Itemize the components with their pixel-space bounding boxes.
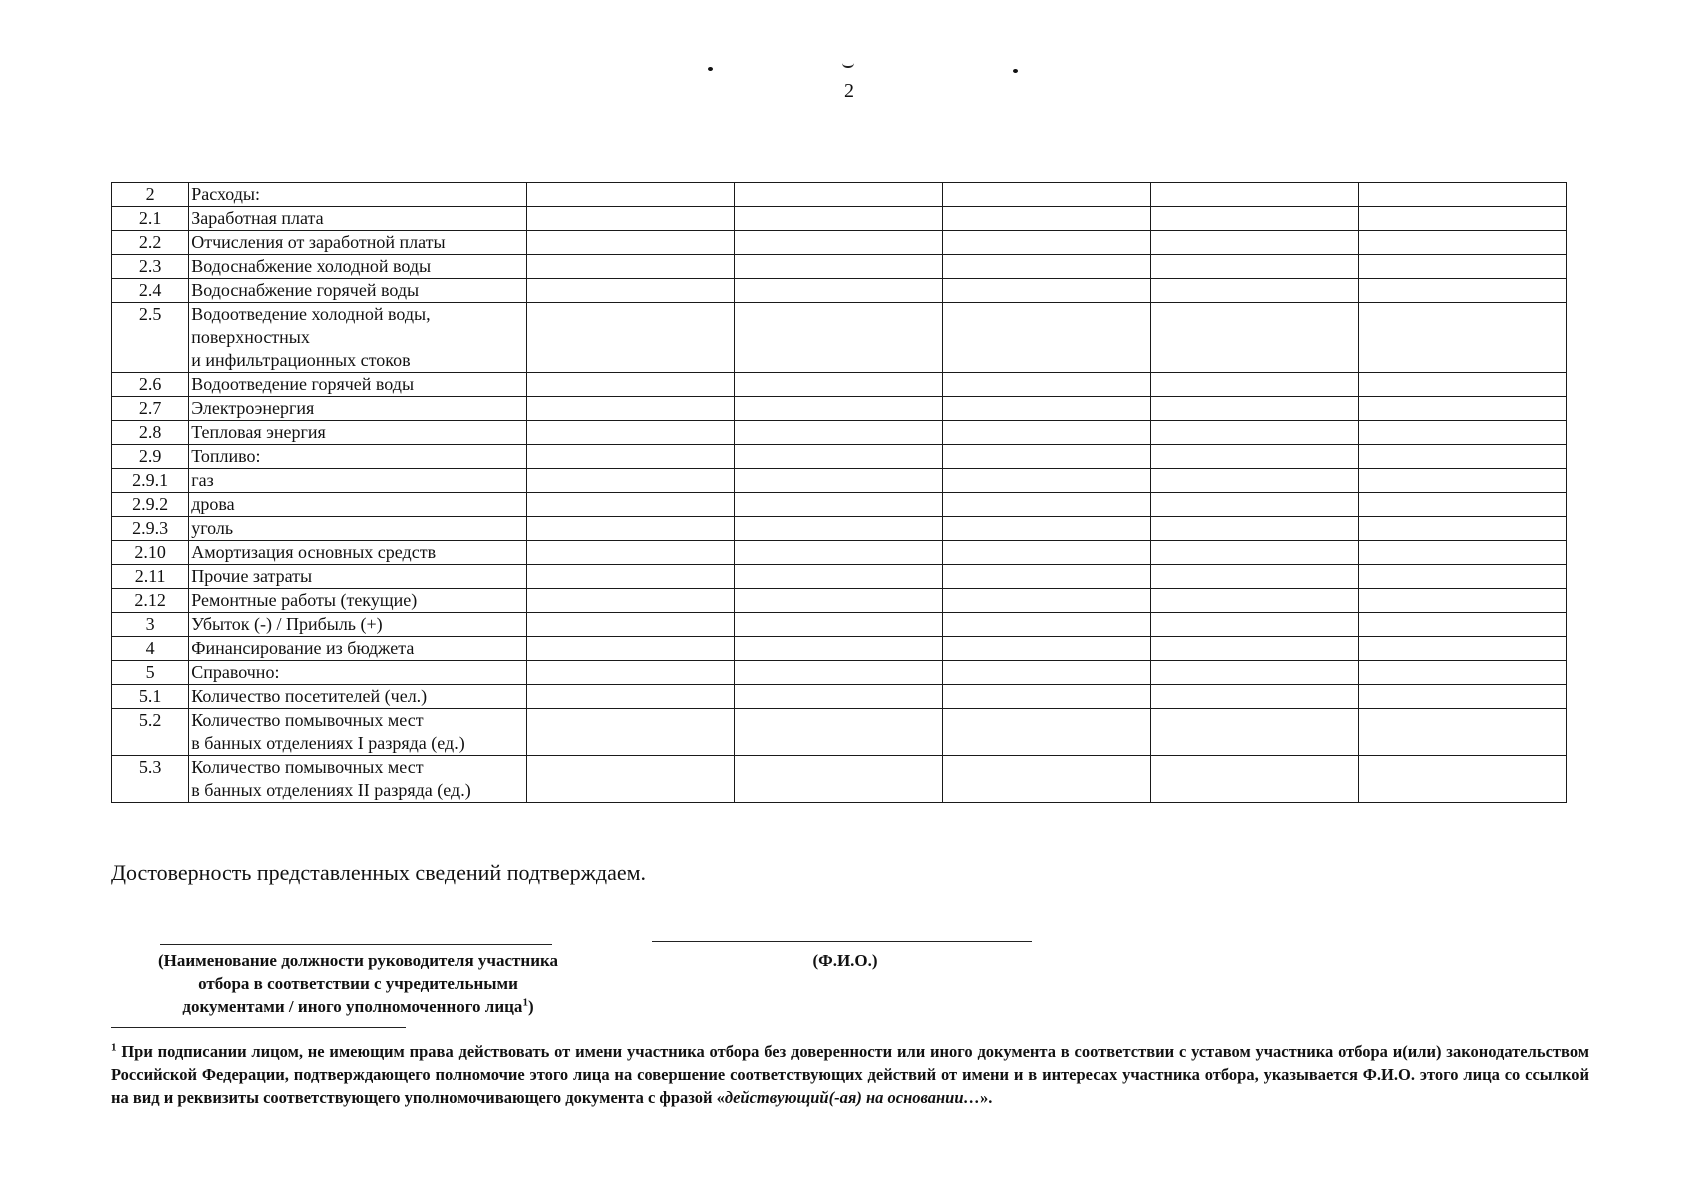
row-name: Тепловая энергия bbox=[189, 421, 527, 445]
footnote-reference: 1 bbox=[522, 996, 528, 1009]
table-row bbox=[112, 303, 1567, 373]
value-cell[interactable] bbox=[1150, 517, 1358, 541]
table-row bbox=[112, 445, 1567, 469]
row-number: 2.8 bbox=[112, 421, 189, 445]
value-cell[interactable] bbox=[942, 661, 1150, 685]
value-cell[interactable] bbox=[526, 541, 734, 565]
value-cell[interactable] bbox=[1150, 541, 1358, 565]
row-name: дрова bbox=[189, 493, 527, 517]
table-row bbox=[112, 421, 1567, 445]
value-cell[interactable] bbox=[526, 255, 734, 279]
table-row bbox=[112, 469, 1567, 493]
table-row bbox=[112, 231, 1567, 255]
table-row bbox=[112, 756, 1567, 803]
value-cell[interactable] bbox=[942, 541, 1150, 565]
value-cell[interactable] bbox=[1150, 279, 1358, 303]
value-cell[interactable] bbox=[1150, 373, 1358, 397]
value-cell[interactable] bbox=[1358, 613, 1566, 637]
value-cell[interactable] bbox=[1358, 183, 1566, 207]
value-cell[interactable] bbox=[526, 589, 734, 613]
table-row bbox=[112, 637, 1567, 661]
row-number: 5.1 bbox=[112, 685, 189, 709]
row-name: Финансирование из бюджета bbox=[189, 637, 527, 661]
value-cell[interactable] bbox=[734, 183, 942, 207]
scan-mark-right bbox=[1013, 69, 1018, 73]
value-cell[interactable] bbox=[1358, 517, 1566, 541]
value-cell[interactable] bbox=[1358, 279, 1566, 303]
value-cell[interactable] bbox=[734, 421, 942, 445]
row-number: 2.9.1 bbox=[112, 469, 189, 493]
value-cell[interactable] bbox=[734, 469, 942, 493]
table-row bbox=[112, 397, 1567, 421]
value-cell[interactable] bbox=[942, 303, 1150, 373]
value-cell[interactable] bbox=[1150, 207, 1358, 231]
value-cell[interactable] bbox=[942, 183, 1150, 207]
value-cell[interactable] bbox=[734, 756, 942, 803]
table-row bbox=[112, 279, 1567, 303]
value-cell[interactable] bbox=[942, 255, 1150, 279]
row-number: 2.10 bbox=[112, 541, 189, 565]
value-cell[interactable] bbox=[526, 373, 734, 397]
value-cell[interactable] bbox=[942, 207, 1150, 231]
row-name: Водоснабжение холодной воды bbox=[189, 255, 527, 279]
footnote-marker: 1 bbox=[111, 1041, 117, 1054]
position-signature-line bbox=[160, 944, 552, 945]
row-number: 2.11 bbox=[112, 565, 189, 589]
row-number: 2.2 bbox=[112, 231, 189, 255]
row-name: Количество помывочных мест в банных отделениях I разряда (ед.) bbox=[189, 709, 527, 756]
value-cell[interactable] bbox=[526, 421, 734, 445]
value-cell[interactable] bbox=[1358, 637, 1566, 661]
value-cell[interactable] bbox=[942, 756, 1150, 803]
value-cell[interactable] bbox=[1150, 255, 1358, 279]
value-cell[interactable] bbox=[1150, 183, 1358, 207]
value-cell[interactable] bbox=[526, 445, 734, 469]
value-cell[interactable] bbox=[942, 565, 1150, 589]
expenses-table bbox=[111, 182, 1567, 803]
value-cell[interactable] bbox=[1358, 589, 1566, 613]
value-cell[interactable] bbox=[1150, 756, 1358, 803]
value-cell[interactable] bbox=[734, 279, 942, 303]
table-row bbox=[112, 183, 1567, 207]
page-number: 2 bbox=[844, 80, 854, 102]
row-name: уголь bbox=[189, 517, 527, 541]
position-caption-end: ) bbox=[527, 997, 534, 1016]
footnote-separator bbox=[111, 1027, 406, 1028]
value-cell[interactable] bbox=[734, 231, 942, 255]
row-number: 2.1 bbox=[112, 207, 189, 231]
table-row bbox=[112, 613, 1567, 637]
value-cell[interactable] bbox=[1358, 469, 1566, 493]
value-cell[interactable] bbox=[734, 207, 942, 231]
scan-mark-left bbox=[708, 67, 713, 71]
value-cell[interactable] bbox=[1150, 637, 1358, 661]
value-cell[interactable] bbox=[942, 469, 1150, 493]
value-cell[interactable] bbox=[734, 397, 942, 421]
row-number: 2.9.3 bbox=[112, 517, 189, 541]
row-number: 2.6 bbox=[112, 373, 189, 397]
value-cell[interactable] bbox=[1358, 756, 1566, 803]
value-cell[interactable] bbox=[1150, 421, 1358, 445]
row-number: 2.9 bbox=[112, 445, 189, 469]
value-cell[interactable] bbox=[942, 445, 1150, 469]
row-name: Амортизация основных средств bbox=[189, 541, 527, 565]
value-cell[interactable] bbox=[942, 493, 1150, 517]
value-cell[interactable] bbox=[526, 231, 734, 255]
value-cell[interactable] bbox=[734, 255, 942, 279]
table-row bbox=[112, 517, 1567, 541]
footnote-phrase: действующий(-ая) на основании… bbox=[724, 1088, 981, 1107]
value-cell[interactable] bbox=[942, 637, 1150, 661]
value-cell[interactable] bbox=[1358, 421, 1566, 445]
value-cell[interactable] bbox=[526, 517, 734, 541]
value-cell[interactable] bbox=[1150, 493, 1358, 517]
value-cell[interactable] bbox=[526, 756, 734, 803]
value-cell[interactable] bbox=[734, 445, 942, 469]
value-cell[interactable] bbox=[1358, 207, 1566, 231]
scan-mark-center bbox=[842, 63, 854, 68]
value-cell[interactable] bbox=[1358, 373, 1566, 397]
value-cell[interactable] bbox=[526, 207, 734, 231]
value-cell[interactable] bbox=[942, 613, 1150, 637]
row-name: Отчисления от заработной платы bbox=[189, 231, 527, 255]
value-cell[interactable] bbox=[1150, 589, 1358, 613]
value-cell[interactable] bbox=[734, 303, 942, 373]
row-number: 2.5 bbox=[112, 303, 189, 373]
value-cell[interactable] bbox=[1358, 661, 1566, 685]
value-cell[interactable] bbox=[1358, 255, 1566, 279]
value-cell[interactable] bbox=[1358, 397, 1566, 421]
value-cell[interactable] bbox=[942, 279, 1150, 303]
value-cell[interactable] bbox=[1150, 613, 1358, 637]
row-number: 5 bbox=[112, 661, 189, 685]
row-name: Убыток (-) / Прибыль (+) bbox=[189, 613, 527, 637]
value-cell[interactable] bbox=[734, 565, 942, 589]
value-cell[interactable] bbox=[526, 469, 734, 493]
value-cell[interactable] bbox=[1150, 685, 1358, 709]
value-cell[interactable] bbox=[1358, 709, 1566, 756]
table-row bbox=[112, 255, 1567, 279]
row-name: Справочно: bbox=[189, 661, 527, 685]
value-cell[interactable] bbox=[1150, 397, 1358, 421]
row-name: Прочие затраты bbox=[189, 565, 527, 589]
value-cell[interactable] bbox=[734, 613, 942, 637]
row-name: Водоотведение холодной воды, поверхностных и инфильтрационных стоков bbox=[189, 303, 527, 373]
table-row bbox=[112, 207, 1567, 231]
value-cell[interactable] bbox=[526, 637, 734, 661]
value-cell[interactable] bbox=[526, 183, 734, 207]
row-name: Ремонтные работы (текущие) bbox=[189, 589, 527, 613]
value-cell[interactable] bbox=[942, 589, 1150, 613]
row-name: Водоснабжение горячей воды bbox=[189, 279, 527, 303]
table-row bbox=[112, 565, 1567, 589]
value-cell[interactable] bbox=[1358, 541, 1566, 565]
fio-signature-line bbox=[652, 941, 1032, 942]
value-cell[interactable] bbox=[1358, 565, 1566, 589]
value-cell[interactable] bbox=[526, 493, 734, 517]
row-number: 2.3 bbox=[112, 255, 189, 279]
value-cell[interactable] bbox=[1150, 469, 1358, 493]
row-name: Заработная плата bbox=[189, 207, 527, 231]
table-body bbox=[112, 183, 1567, 803]
value-cell[interactable] bbox=[526, 565, 734, 589]
footnote-text: При подписании лицом, не имеющим права действовать от имени участника отбора без доверенности или иного документа в соответствии с уставом участника отбора и(или) законодательством Российской Федерации, подтверждающего полномочие этого лица на совершение соответствующих действий от имени и в интересах участника отбора, указывается Ф.И.О. этого лица со ссылкой на вид и реквизиты соответствующего уполномочивающего документа с фразой « bbox=[111, 1042, 1589, 1107]
fio-caption: (Ф.И.О.) bbox=[812, 951, 878, 970]
row-name: Электроэнергия bbox=[189, 397, 527, 421]
row-number: 2.12 bbox=[112, 589, 189, 613]
value-cell[interactable] bbox=[942, 421, 1150, 445]
row-number: 3 bbox=[112, 613, 189, 637]
footnote-text-end: ». bbox=[980, 1088, 993, 1107]
value-cell[interactable] bbox=[1150, 709, 1358, 756]
row-number: 2.9.2 bbox=[112, 493, 189, 517]
value-cell[interactable] bbox=[942, 709, 1150, 756]
confirmation-text: Достоверность представленных сведений подтверждаем. bbox=[111, 860, 647, 885]
value-cell[interactable] bbox=[526, 685, 734, 709]
row-name: Количество помывочных мест в банных отделениях II разряда (ед.) bbox=[189, 756, 527, 803]
value-cell[interactable] bbox=[526, 613, 734, 637]
value-cell[interactable] bbox=[734, 493, 942, 517]
value-cell[interactable] bbox=[734, 661, 942, 685]
value-cell[interactable] bbox=[942, 685, 1150, 709]
row-name: Водоотведение горячей воды bbox=[189, 373, 527, 397]
value-cell[interactable] bbox=[734, 517, 942, 541]
value-cell[interactable] bbox=[1150, 565, 1358, 589]
position-caption bbox=[118, 949, 598, 1018]
value-cell[interactable] bbox=[942, 231, 1150, 255]
value-cell[interactable] bbox=[1150, 303, 1358, 373]
value-cell[interactable] bbox=[526, 661, 734, 685]
value-cell[interactable] bbox=[1150, 231, 1358, 255]
row-number: 4 bbox=[112, 637, 189, 661]
table-row bbox=[112, 685, 1567, 709]
value-cell[interactable] bbox=[1358, 303, 1566, 373]
value-cell[interactable] bbox=[1358, 493, 1566, 517]
value-cell[interactable] bbox=[526, 279, 734, 303]
value-cell[interactable] bbox=[942, 517, 1150, 541]
value-cell[interactable] bbox=[734, 685, 942, 709]
value-cell[interactable] bbox=[734, 541, 942, 565]
table-row bbox=[112, 589, 1567, 613]
position-caption-text: (Наименование должности руководителя участника отбора в соответствии с учредительными документами / иного уполномоченного лица bbox=[157, 951, 559, 1016]
row-number: 5.3 bbox=[112, 756, 189, 803]
value-cell[interactable] bbox=[526, 397, 734, 421]
value-cell[interactable] bbox=[1358, 231, 1566, 255]
table-row bbox=[112, 373, 1567, 397]
value-cell[interactable] bbox=[1150, 661, 1358, 685]
value-cell[interactable] bbox=[734, 709, 942, 756]
value-cell[interactable] bbox=[942, 373, 1150, 397]
row-number: 2.4 bbox=[112, 279, 189, 303]
row-name: Расходы: bbox=[189, 183, 527, 207]
value-cell[interactable] bbox=[1358, 445, 1566, 469]
row-name: Топливо: bbox=[189, 445, 527, 469]
footnote bbox=[111, 1040, 1589, 1109]
row-name: Количество посетителей (чел.) bbox=[189, 685, 527, 709]
value-cell[interactable] bbox=[942, 397, 1150, 421]
table-row bbox=[112, 541, 1567, 565]
value-cell[interactable] bbox=[1150, 445, 1358, 469]
row-number: 5.2 bbox=[112, 709, 189, 756]
value-cell[interactable] bbox=[734, 589, 942, 613]
table-row bbox=[112, 493, 1567, 517]
table-row bbox=[112, 709, 1567, 756]
value-cell[interactable] bbox=[526, 709, 734, 756]
value-cell[interactable] bbox=[526, 303, 734, 373]
row-number: 2 bbox=[112, 183, 189, 207]
row-number: 2.7 bbox=[112, 397, 189, 421]
row-name: газ bbox=[189, 469, 527, 493]
value-cell[interactable] bbox=[734, 637, 942, 661]
table-row bbox=[112, 661, 1567, 685]
value-cell[interactable] bbox=[1358, 685, 1566, 709]
value-cell[interactable] bbox=[734, 373, 942, 397]
